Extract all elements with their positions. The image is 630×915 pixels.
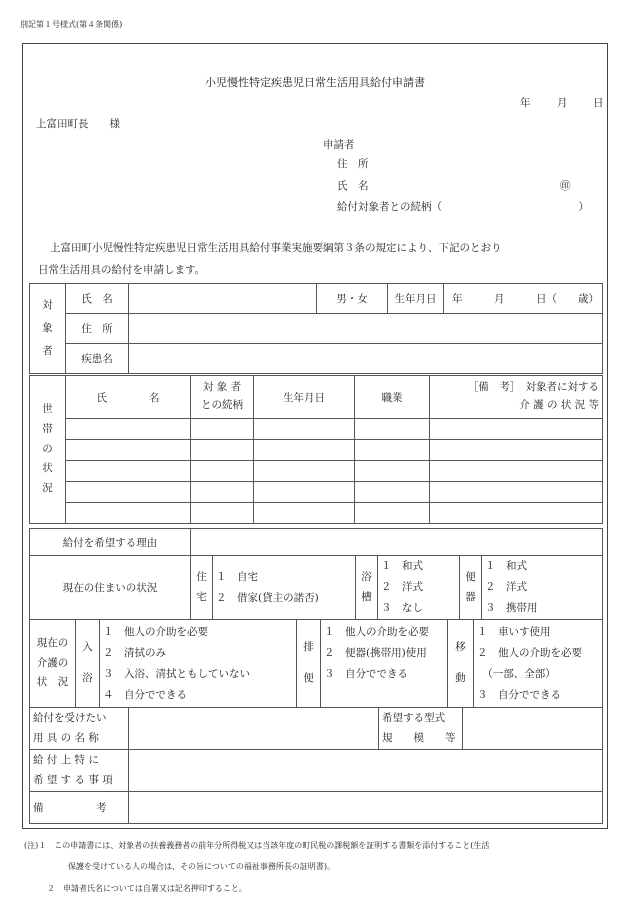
note-1-cont: 保護を受けている人の場合は、その旨についての福祉事務所長の証明書)。 (68, 862, 335, 871)
disease-field[interactable] (129, 344, 603, 374)
subject-address-field[interactable] (129, 314, 603, 344)
household-row[interactable] (66, 461, 191, 482)
col-birth: 生年月日 (254, 376, 355, 419)
care-bath-label: 入 浴 (76, 620, 100, 708)
house-label: 住 宅 (191, 556, 213, 620)
seal-mark: ㊞ (560, 180, 571, 192)
care-bath-options[interactable]: １ 他人の介助を必要 ２ 清拭のみ ３ 入浴、清拭ともしていない ４ 自分でできる (100, 620, 297, 708)
applicant-name-label: 氏 名 (337, 180, 369, 192)
date-day: 日 (593, 97, 604, 109)
household-label: 世 帯 の 状 況 (30, 376, 66, 524)
house-options[interactable]: １ 自宅 ２ 借家(貸主の諾否) (213, 556, 356, 620)
subject-name-label: 氏 名 (66, 284, 129, 314)
tool-name-field[interactable] (129, 708, 379, 750)
subject-table (29, 283, 603, 374)
tool-name-label: 給付を受けたい 用 具 の 名 称 (30, 708, 129, 750)
care-excrete-label: 排 便 (297, 620, 321, 708)
birth-label: 生年月日 (388, 284, 444, 314)
intro-line-1: 上富田町小児慢性特定疾患児日常生活用具給付事業実施要綱第３条の規定により、下記のとおり (50, 242, 502, 254)
subject-name-field[interactable] (129, 284, 317, 314)
intro-line-2: 日常生活用具の給付を申請します。 (38, 264, 206, 276)
care-move-label: 移 動 (448, 620, 474, 708)
remarks-label: 備 考 (30, 792, 129, 824)
form-reference: 別記第１号様式(第４条関係) (20, 20, 123, 29)
household-row[interactable] (66, 440, 191, 461)
toilet-label: 便 器 (460, 556, 482, 620)
col-note: ［備 考］ 対象者に対する 介 護 の 状 況 等 (430, 376, 603, 419)
request-field[interactable] (129, 750, 603, 792)
household-row[interactable] (66, 482, 191, 503)
form-title: 小児慢性特定疾患児日常生活用具給付申請書 (205, 76, 425, 89)
living-table (29, 555, 603, 620)
request-label: 給 付 上 特 に 希 望 す る 事 項 (30, 750, 129, 792)
birth-field[interactable]: 年 月 日（ 歳） (444, 284, 603, 314)
tool-table (29, 707, 603, 824)
bathtub-options[interactable]: １ 和式 ２ 洋式 ３ なし (378, 556, 460, 620)
subject-label: 対 象 者 (30, 284, 66, 374)
care-move-options[interactable]: １ 車いす使用 ２ 他人の介助を必要 （一部、全部） ３ 自分でできる (474, 620, 603, 708)
col-relation: 対 象 者 との続柄 (191, 376, 254, 419)
note-2: ２ 申請者氏名については自署又は記名押印すること。 (47, 884, 247, 893)
disease-label: 疾患名 (66, 344, 129, 374)
toilet-options[interactable]: １ 和式 ２ 洋式 ３ 携帯用 (482, 556, 603, 620)
reason-label: 給付を希望する理由 (30, 529, 191, 556)
date-month: 月 (557, 97, 568, 109)
care-label: 現在の 介護の 状 況 (30, 620, 76, 708)
household-row[interactable] (66, 503, 191, 524)
sex-choice[interactable]: 男・女 (317, 284, 388, 314)
col-name: 氏 名 (66, 376, 191, 419)
bathtub-label: 浴 槽 (356, 556, 378, 620)
household-row[interactable] (66, 419, 191, 440)
subject-address-label: 住 所 (66, 314, 129, 344)
date-year: 年 (520, 97, 531, 109)
addressee: 上富田町長 様 (36, 118, 120, 130)
applicant-address-label: 住 所 (337, 158, 369, 170)
household-table (29, 375, 603, 524)
col-job: 職業 (355, 376, 430, 419)
note-1: (注)１ この申請書には、対象者の扶養義務者の前年分所得税又は当該年度の町民税の課税額を証明する書類を添付すること(生活 (24, 841, 490, 850)
reason-table (29, 528, 603, 556)
remarks-field[interactable] (129, 792, 603, 824)
living-label: 現在の住まいの状況 (30, 556, 191, 620)
applicant-relation: 給付対象者との続柄（ ） (337, 201, 589, 213)
model-field[interactable] (463, 708, 603, 750)
care-table (29, 619, 603, 708)
reason-field[interactable] (191, 529, 603, 556)
model-label: 希望する型式 規 模 等 (379, 708, 463, 750)
applicant-heading: 申請者 (323, 139, 355, 151)
care-excrete-options[interactable]: １ 他人の介助を必要 ２ 便器(携帯用)使用 ３ 自分でできる (321, 620, 448, 708)
